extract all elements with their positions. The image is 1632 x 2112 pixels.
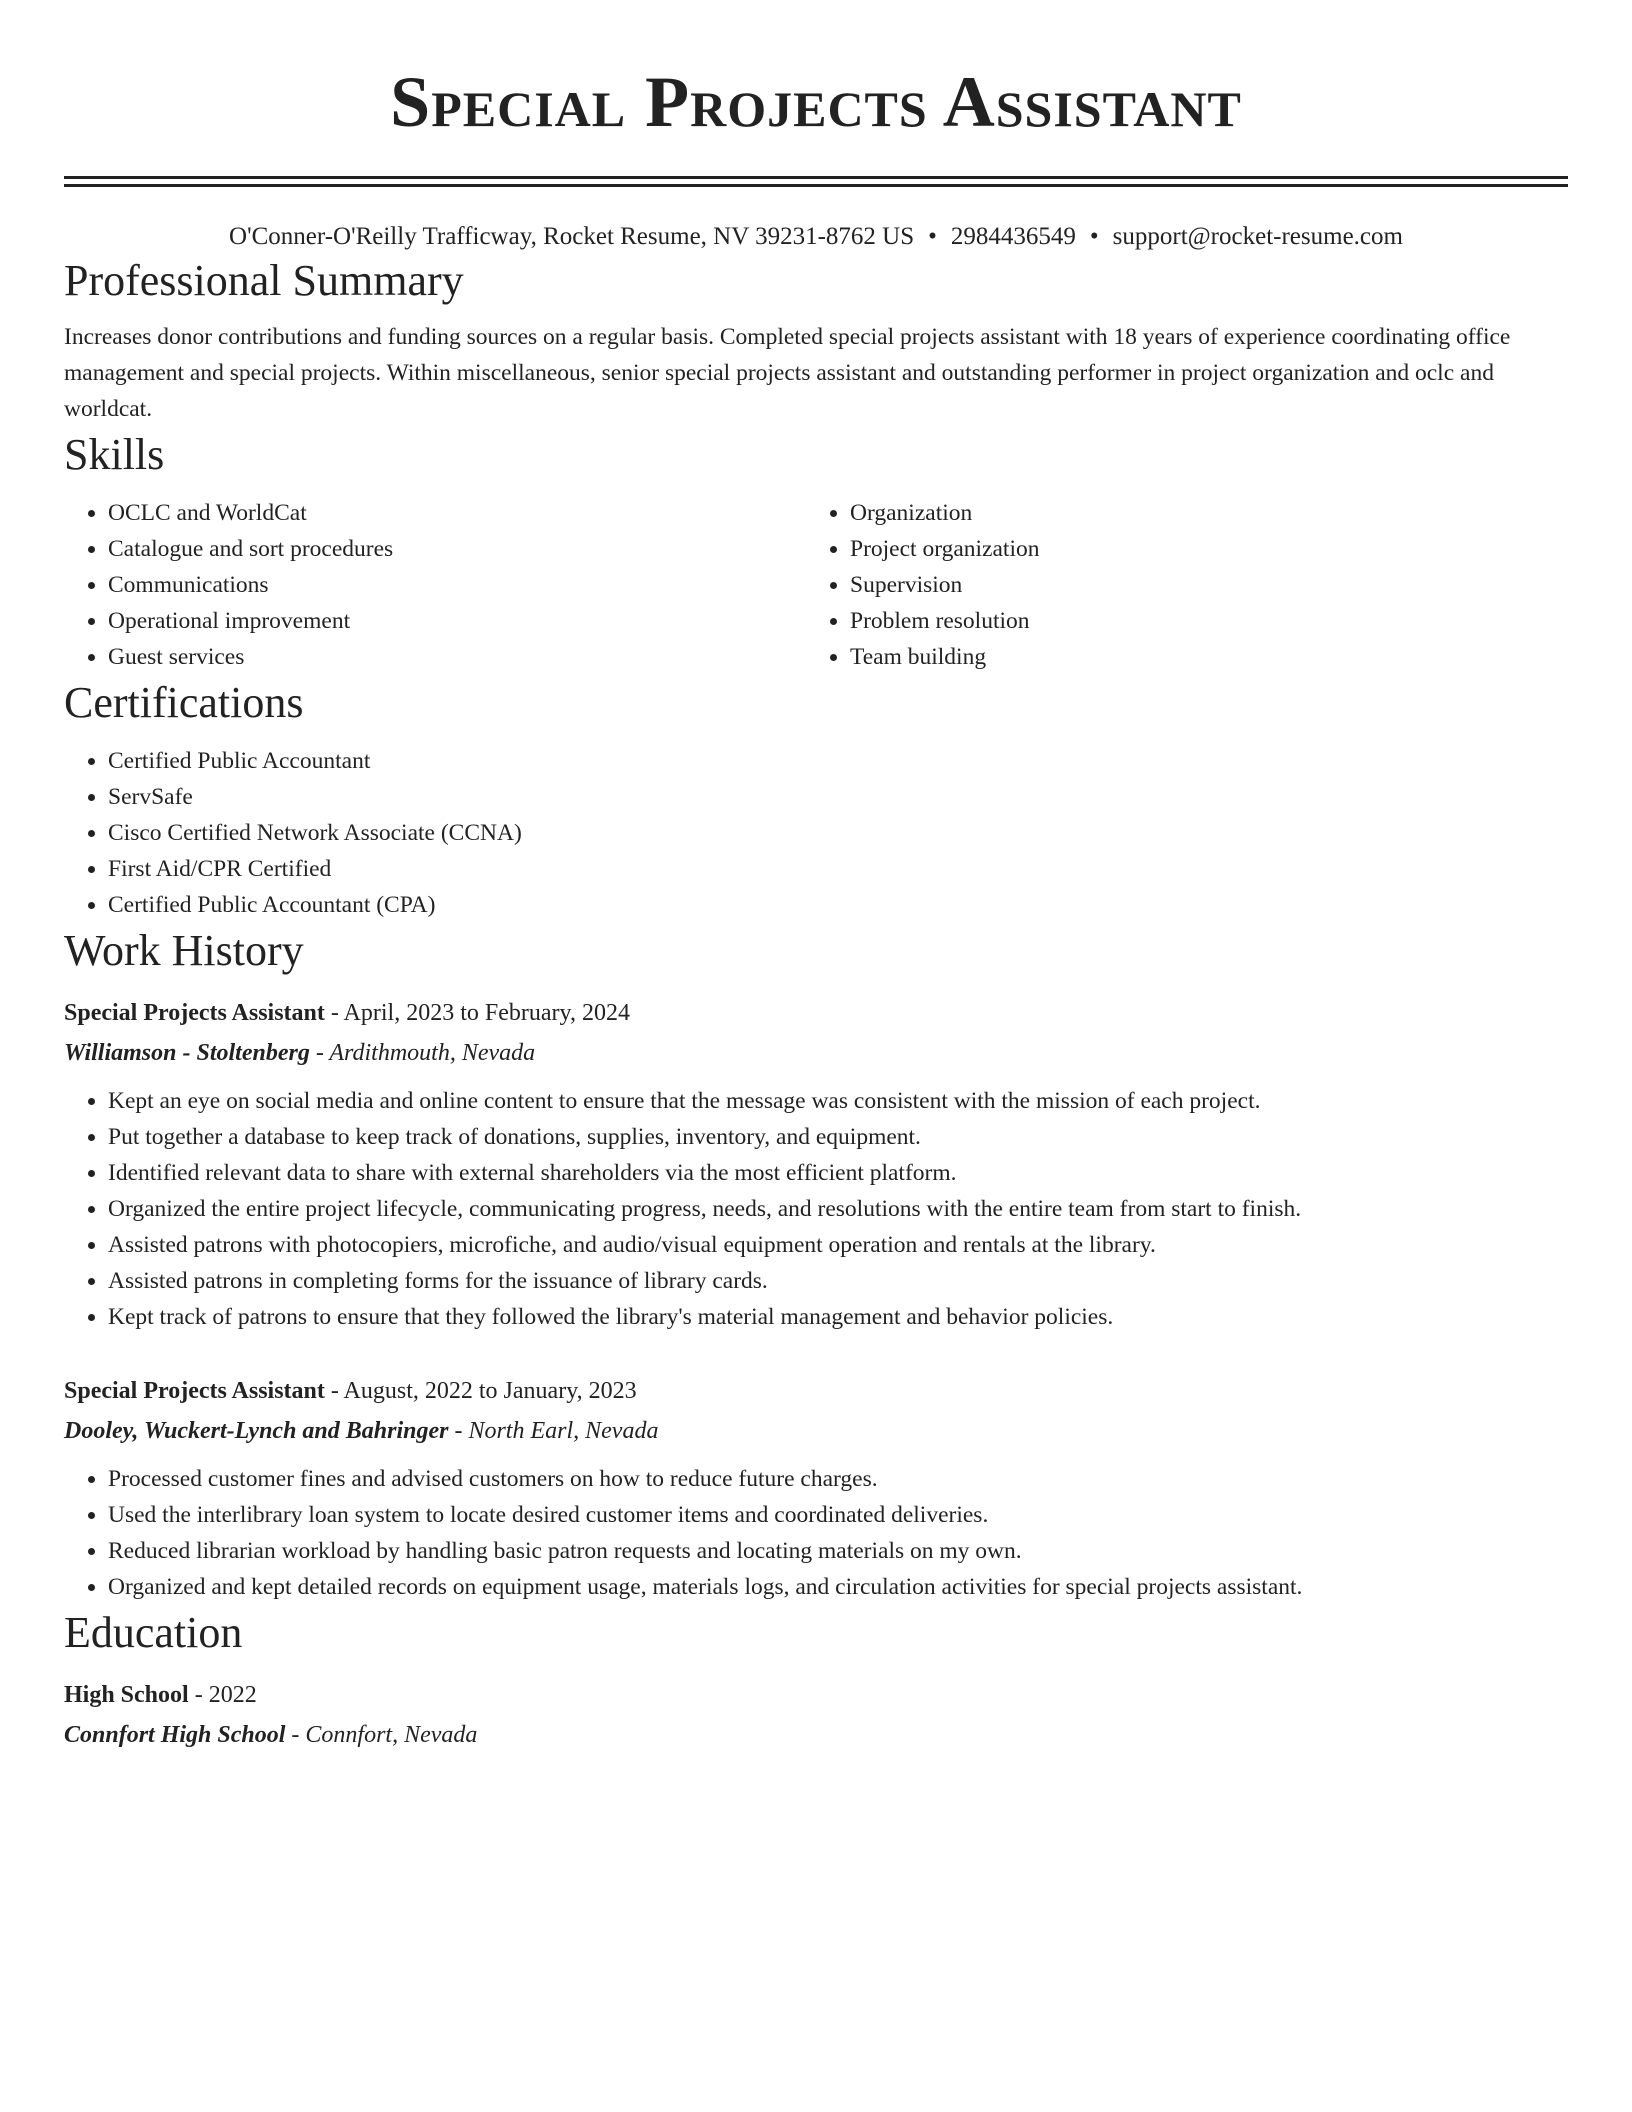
contact-separator: • (928, 223, 937, 250)
contact-email: support@rocket-resume.com (1112, 223, 1403, 250)
skills-columns (64, 495, 1568, 675)
job-location: - North Earl, Nevada (448, 1418, 659, 1444)
skills-list-left (64, 495, 806, 675)
job-company: Dooley, Wuckert-Lynch and Bahringer (64, 1418, 449, 1444)
certification-item: • ServSafe (108, 779, 1568, 815)
job-header (64, 1371, 1568, 1411)
education-heading: Education (64, 1608, 243, 1657)
education-location: - Connfort, Nevada (285, 1722, 478, 1748)
job-bullet: • Put together a database to keep track of donations, supplies, inventory, and equipment. (108, 1119, 1568, 1155)
job-bullet: • Organized the entire project lifecycle, communicating progress, needs, and resolutions with the entire team from start to finish. (108, 1191, 1568, 1227)
job-bullet: • Processed customer fines and advised customers on how to reduce future charges. (108, 1461, 1568, 1497)
certification-item: • First Aid/CPR Certified (108, 851, 1568, 887)
education-header (64, 1675, 1568, 1715)
skills-heading: Skills (64, 430, 165, 479)
job-role: Special Projects Assistant (64, 1378, 325, 1404)
skill-item: • Organization (850, 495, 1548, 531)
job-bullets (64, 1461, 1568, 1605)
skill-item: • Guest services (108, 639, 806, 675)
skill-item: • Supervision (850, 567, 1548, 603)
job-bullet: • Used the interlibrary loan system to locate desired customer items and coordinated deliveries. (108, 1497, 1568, 1533)
education-school: Connfort High School (64, 1722, 286, 1748)
summary-text: Increases donor contributions and funding sources on a regular basis. Completed special projects assistant with 18 years of experience coordinating office management and special projects. Within miscellaneous, senior special projects assistant and outstanding performer in project organization and oclc and worldcat. (64, 324, 1511, 422)
job-bullet: • Kept an eye on social media and online content to ensure that the message was consistent with the mission of each project. (108, 1083, 1568, 1119)
education-degree: High School (64, 1682, 189, 1708)
skill-item: • OCLC and WorldCat (108, 495, 806, 531)
job-bullets (64, 1083, 1568, 1335)
skill-item: • Team building (850, 639, 1548, 675)
job-role: Special Projects Assistant (64, 1000, 325, 1026)
contact-line (64, 221, 1568, 253)
job-location: - Ardithmouth, Nevada (309, 1040, 536, 1066)
job-bullet: • Reduced librarian workload by handling basic patron requests and locating materials on my own. (108, 1533, 1568, 1569)
certification-item: • Cisco Certified Network Associate (CCNA) (108, 815, 1568, 851)
job-company-line (64, 1033, 1568, 1073)
certifications-list (64, 743, 1568, 923)
certifications-heading: Certifications (64, 678, 304, 727)
skill-item: • Project organization (850, 531, 1548, 567)
resume-name-title: Special Projects Assistant (390, 62, 1242, 142)
certification-item: • Certified Public Accountant (108, 743, 1568, 779)
job-dates: - April, 2023 to February, 2024 (324, 1000, 630, 1026)
skill-item: • Operational improvement (108, 603, 806, 639)
job-bullet: • Kept track of patrons to ensure that they followed the library's material management and behavior policies. (108, 1299, 1568, 1335)
skill-item: • Catalogue and sort procedures (108, 531, 806, 567)
education-year: - 2022 (188, 1682, 257, 1708)
skill-item: • Problem resolution (850, 603, 1548, 639)
education-entry (64, 1675, 1568, 1755)
certification-item: • Certified Public Accountant (CPA) (108, 887, 1568, 923)
header-double-rule (64, 176, 1568, 187)
job-company-line (64, 1411, 1568, 1451)
job-dates: - August, 2022 to January, 2023 (324, 1378, 637, 1404)
skills-list-right (806, 495, 1548, 675)
contact-phone: 2984436549 (950, 223, 1076, 250)
summary-heading: Professional Summary (64, 256, 464, 305)
education-school-line (64, 1715, 1568, 1755)
job-entry (64, 1371, 1568, 1605)
job-company: Williamson - Stoltenberg (64, 1040, 310, 1066)
job-bullet: • Organized and kept detailed records on equipment usage, materials logs, and circulation activities for special projects assistant. (108, 1569, 1568, 1605)
job-bullet: • Identified relevant data to share with external shareholders via the most efficient platform. (108, 1155, 1568, 1191)
skill-item: • Communications (108, 567, 806, 603)
contact-separator: • (1089, 223, 1099, 250)
job-entry (64, 993, 1568, 1335)
job-bullet: • Assisted patrons with photocopiers, microfiche, and audio/visual equipment operation and rentals at the library. (108, 1227, 1568, 1263)
contact-address: O'Conner-O'Reilly Trafficway, Rocket Resume, NV 39231-8762 US (229, 223, 915, 250)
work-history-heading: Work History (64, 926, 304, 975)
job-bullet: • Assisted patrons in completing forms for the issuance of library cards. (108, 1263, 1568, 1299)
job-header (64, 993, 1568, 1033)
